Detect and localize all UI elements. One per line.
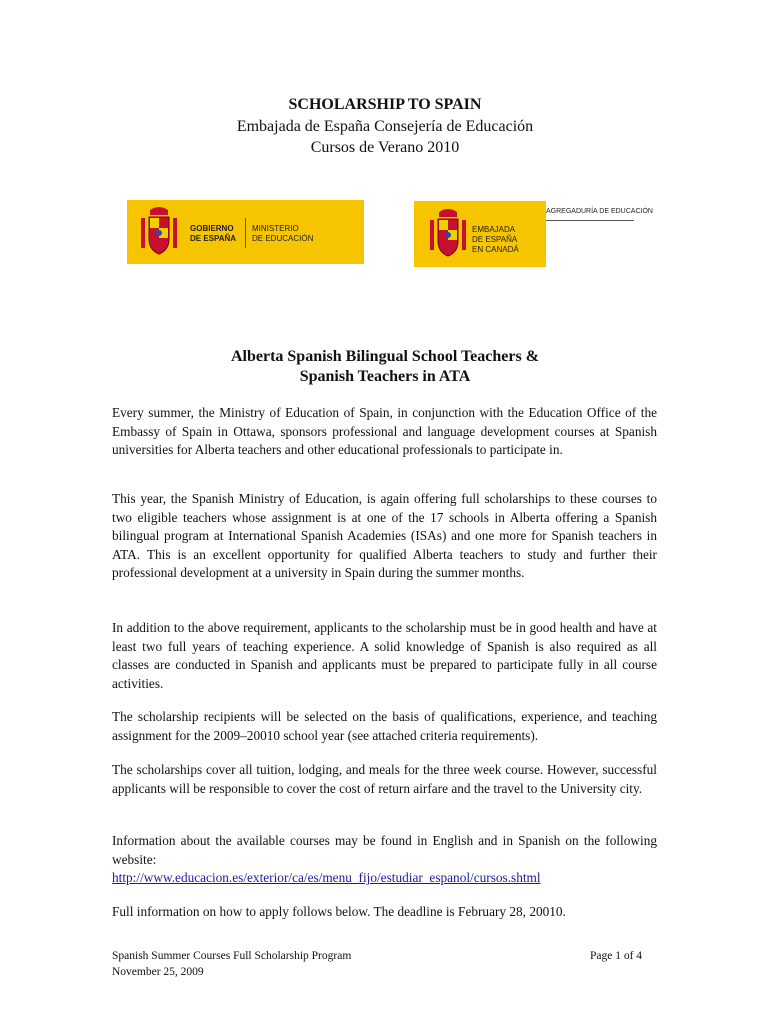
document-title: SCHOLARSHIP TO SPAIN [288,96,482,113]
page-number: Page 1 of 4 [590,950,643,962]
gobierno-de-espana-text: GOBIERNO DE ESPAÑA [190,224,237,243]
courses-line: Cursos de Verano 2010 [310,139,460,156]
agregaduria-text: AGREGADURÍA DE EDUCACIÓN [546,208,653,215]
embajada-text: EMBAJADA DE ESPAÑA EN CANADÁ [472,225,519,254]
embassy-line: Embajada de España Consejería de Educación [236,118,534,135]
courses-website-link[interactable]: http://www.educacion.es/exterior/ca/es/menu_fijo/estudiar_espanol/cursos.shtml [112,870,541,886]
paragraph-scholarships: This year, the Spanish Ministry of Education, is again offering full scholarships to these courses to two eligible teachers whose assignment is at one of the 17 schools in Alberta offering a Spanish bilingual program at International Spanish Academies (ISAs) and one more for Spanish teachers in ATA. This is an excellent opportunity for qualified Alberta teachers to study and further their professional development at a university in Spain during the summer months. [112,491,657,581]
section-heading-line1: Alberta Spanish Bilingual School Teachers & [230,348,540,365]
ministry-logo [127,200,364,264]
paragraph-courses-info [112,832,657,888]
ministerio-text: MINISTERIO DE EDUCACIÓN [252,224,314,243]
agregaduria-underline [546,220,634,221]
embassy-logo [414,201,546,267]
footer-program-title: Spanish Summer Courses Full Scholarship Program [112,950,352,962]
paragraph-coverage: The scholarships cover all tuition, lodging, and meals for the three week course. However, successful applicants will be responsible to cover the cost of return airfare and the travel to the University city. [112,762,657,796]
courses-info-text: Information about the available courses may be found in English and in Spanish on the following website: [112,833,657,867]
footer-date: November 25, 2009 [112,966,204,978]
coat-of-arms-icon [426,208,470,260]
paragraph-requirements: In addition to the above requirement, applicants to the scholarship must be in good health and have at least two full years of teaching experience. A solid knowledge of Spanish is also required as all classes are conducted in Spanish and applicants must be prepared to participate fully in all course activities. [112,620,657,691]
footer-left [112,948,351,980]
paragraph-deadline: Full information on how to apply follows below. The deadline is February 28, 20010. [112,904,566,919]
coat-of-arms-icon [137,206,181,258]
paragraph-intro: Every summer, the Ministry of Education of Spain, in conjunction with the Education Office of the Embassy of Spain in Ottawa, sponsors professional and language development courses at Spanish universities for Alberta teachers and other educational professionals to participate in. [112,405,657,458]
section-heading-line2: Spanish Teachers in ATA [299,368,471,385]
logo-divider [245,218,246,248]
paragraph-selection: The scholarship recipients will be selected on the basis of qualifications, experience, and teaching assignment for the 2009–20010 school year (see attached criteria requirements). [112,709,657,743]
